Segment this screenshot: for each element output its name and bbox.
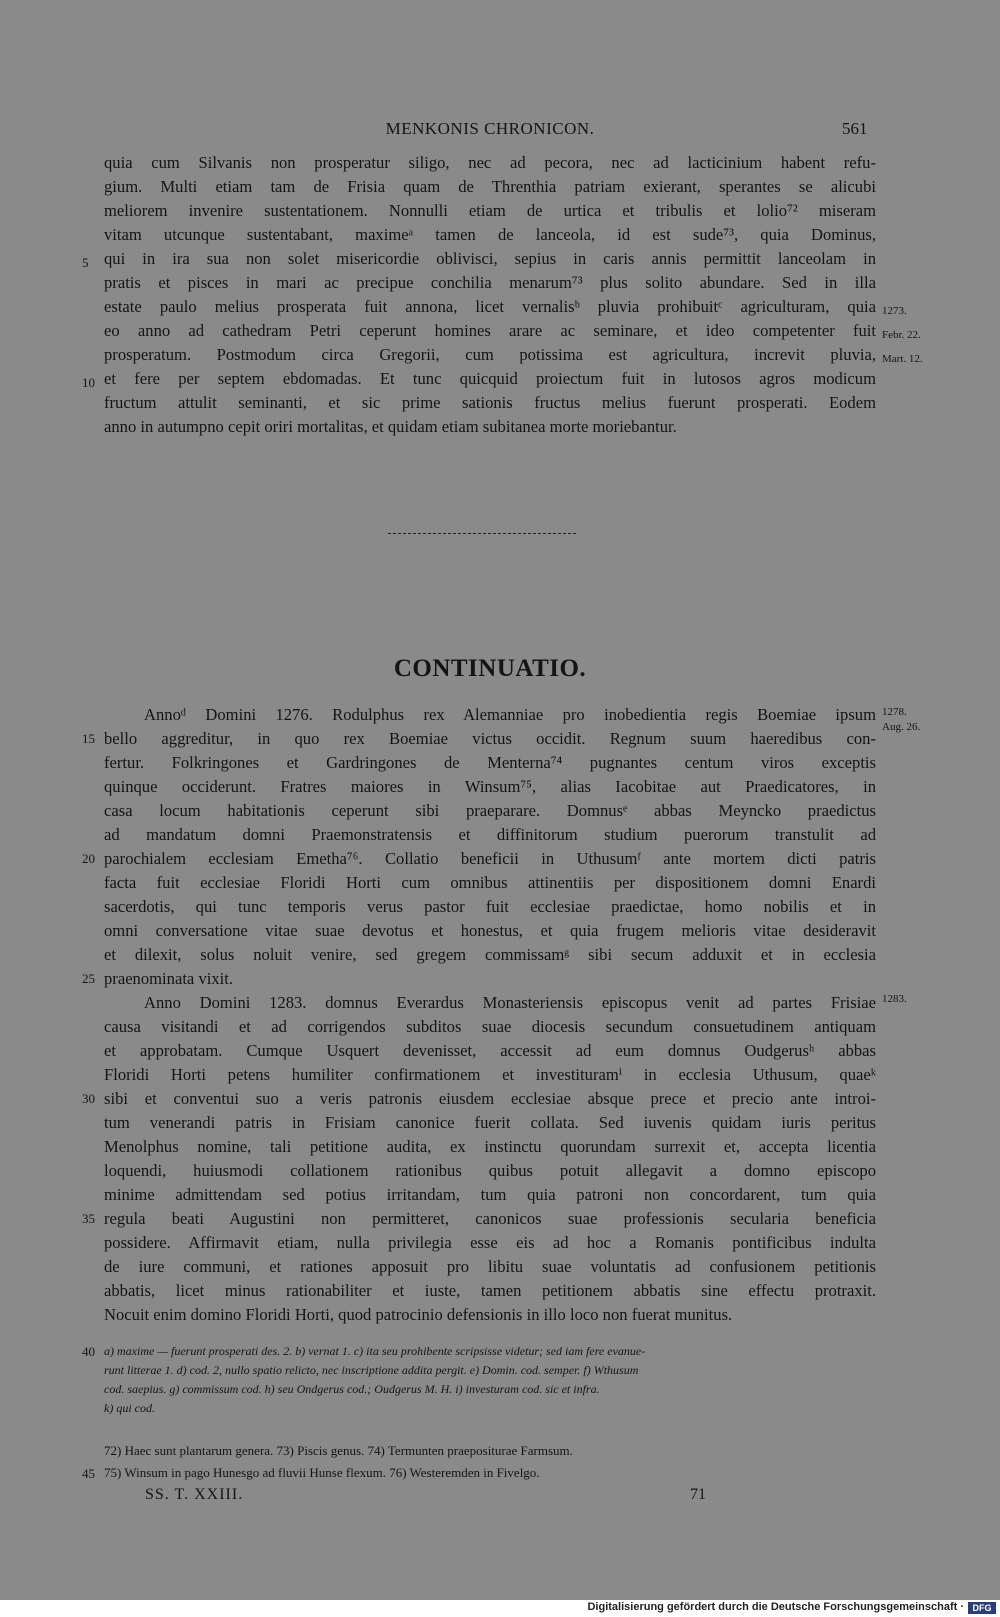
note-line: 72) Haec sunt plantarum genera. 73) Piscis genus. 74) Termunten praepositurae Farmsum. [104,1443,573,1458]
margin-date: Febr. 22. [882,329,921,341]
text-line: ad mandatum domni Praemonstratensis et diffinitorum studium puerorum transtulit ad [104,825,876,844]
text-line: abbatis, licet minus rationabiliter et iuste, tamen petitionem abbatis sine effectu protraxit. [104,1281,876,1300]
section-title: CONTINUATIO. [393,655,587,682]
line-number: 30 [82,1091,95,1106]
page-number: 561 [842,119,868,138]
text-line: de iure communi, et rationes apposuit pro libitu suae voluntatis ad confusionem petitionis [104,1257,876,1276]
text-line: gium. Multi etiam tam de Frisia quam de Threnthia patriam exierant, sperantes se alicubi [104,177,876,196]
text-line: et fere per septem ebdomadas. Et tunc quicquid proiectum fuit in lutosos agros modicum [104,369,876,388]
text-line: quinque occiderunt. Fratres maiores in Winsum⁷⁵, alias Iacobitae aut Praedicatores, in [104,777,876,796]
line-number: 25 [82,971,95,986]
text-line: Menolphus nomine, tali petitione audita, ex instinctu quorundam surrexit et, accepta licentia [104,1137,876,1156]
margin-date: Mart. 12. [882,353,923,365]
dfg-logo: DFG [968,1602,996,1614]
text-line: meliorem invenire sustentationem. Nonnulli etiam de urtica et tribulis et lolio⁷² miseram [104,201,876,220]
chronicle-text-top [104,151,876,439]
text-line: minime admittendam sed potius irritandam, tum quia patroni non concordarent, tum quia [104,1185,876,1204]
text-line: prosperatum. Postmodum circa Gregorii, cum potissima est agricultura, increvit pluvia, [104,345,876,364]
text-line: Floridi Horti petens humiliter confirmationem et investituramⁱ in ecclesia Uthusum, quaeᵏ [104,1065,876,1084]
margin-date: 1278. [882,706,907,718]
text-line: fructum attulit seminanti, et sic prime sationis fructus melius fuerunt prosperati. Eodem [104,393,876,412]
text-line: qui in ira sua non solet misericordie oblivisci, sepius in caris annis permittit lanceolam in [104,249,876,268]
footnote-line: k) qui cod. [104,1401,155,1415]
text-line: regula beati Augustini non permitteret, canonicos suae professionis secularia beneficia [104,1209,876,1228]
line-number: 10 [82,375,95,390]
text-line: pratis et pisces in mari ac precipue conchilia menarum⁷³ plus solito abundare. Sed in illa [104,273,876,292]
text-line: anno in autumpno cepit oriri mortalitas, et quidam etiam subitanea morte moriebantur. [104,417,677,436]
text-line: eo anno ad cathedram Petri ceperunt homines arare ac seminare, et ideo competenter fuit [104,321,876,340]
text-line: bello aggreditur, in quo rex Boemiae victus occidit. Regnum suum haeredibus con- [104,729,876,748]
section-divider [388,533,576,534]
margin-date: Aug. 26. [882,721,921,733]
line-number: 40 [82,1344,95,1359]
text-line: praenominata vixit. [104,969,234,988]
footnote-line: a) maxime — fuerunt prosperati des. 2. b) vernat 1. c) ita seu prohibente scripsisse videtur; sed iam fere evanue- [104,1344,646,1358]
note-line: 75) Winsum in pago Hunesgo ad fluvii Hunse flexum. 76) Westeremden in Fivelgo. [104,1465,540,1480]
text-line: Anno Domini 1283. domnus Everardus Monasteriensis episcopus venit ad partes Frisiae [144,993,876,1012]
line-number: 35 [82,1211,95,1226]
text-line: et dilexit, solus noluit venire, sed gregem commissamᵍ sibi secum adduxit et in ecclesia [104,945,876,964]
text-line: omni conversatione vitae suae devotus et honestus, et quia frugem melioris vitae desideravit [104,921,876,940]
line-number: 5 [82,255,89,270]
explanatory-notes [104,1440,876,1484]
text-line: sacerdotis, qui tunc temporis verus pastor fuit ecclesiae praedictae, homo nobilis et in [104,897,876,916]
running-title: MENKONIS CHRONICON. [385,119,595,138]
line-number: 15 [82,731,95,746]
line-number: 45 [82,1466,95,1481]
text-line: fertur. Folkringones et Gardringones de Menterna⁷⁴ pugnantes centum viros exceptis [104,753,876,772]
text-line: quia cum Silvanis non prosperatur siligo, nec ad pecora, nec ad lacticinium habent refu- [104,153,876,172]
line-number: 20 [82,851,95,866]
sheet-signature: 71 [690,1486,706,1503]
footnote-line: cod. saepius. g) commissum cod. h) seu Ondgerus cod.; Oudgerus M. H. i) investuram cod. sic et infra. [104,1382,600,1396]
text-line: vitam utcunque sustentabant, maximeᵃ tamen de lanceola, id est sude⁷³, quia Dominus, [104,225,876,244]
margin-date: 1273. [882,305,907,317]
series-signature: SS. T. XXIII. [145,1486,244,1503]
text-line: causa visitandi et ad corrigendos subditos suae diocesis secundum consuetudinem antiquam [104,1017,876,1036]
text-line: Nocuit enim domino Floridi Horti, quod patrocinio defensionis in illo loco non fuerat munitus. [104,1305,733,1324]
footer-bar [0,1600,1000,1617]
digitization-credit: Digitalisierung gefördert durch die Deutsche Forschungsgemeinschaft · [587,1601,964,1613]
critical-apparatus [104,1342,876,1418]
margin-date: 1283. [882,993,907,1005]
text-line: estate paulo melius prosperata fuit annona, licet vernalisᵇ pluvia prohibuitᶜ agriculturam, quia [104,297,876,316]
text-line: et approbatam. Cumque Usquert devenisset, accessit ad eum domnus Oudgerusʰ abbas [104,1041,876,1060]
running-head [0,119,1000,143]
text-line: parochialem ecclesiam Emetha⁷⁶. Collatio beneficii in Uthusumᶠ ante mortem dicti patris [104,849,876,868]
text-line: tum venerandi patris in Frisiam canonice fuerit collata. Sed iuvenis quidam iuris peritus [104,1113,876,1132]
text-line: possidere. Affirmavit etiam, nulla privilegia esse eis ad hoc a Romanis pontificibus indulta [104,1233,876,1252]
text-line: Annoᵈ Domini 1276. Rodulphus rex Alemanniae pro inobedientia regis Boemiae ipsum [144,705,876,724]
text-line: loquendi, huiusmodi collationem rationibus quibus potuit allegavit a domno episcopo [104,1161,876,1180]
continuatio-text [104,703,876,1327]
text-line: sibi et conventui suo a veris patronis eiusdem ecclesiae absque prece et precio ante introi- [104,1089,876,1108]
footnote-line: runt litterae 1. d) cod. 2, nullo spatio relicto, nec inscriptione addita pergit. e) Domin. cod. semper. f) Wthusum [104,1363,639,1377]
text-line: facta fuit ecclesiae Floridi Horti cum omnibus attinentiis per dispositionem domni Enardi [104,873,876,892]
text-line: casa locum habitationis ceperunt sibi praeparare. Domnusᵉ abbas Meyncko praedictus [104,801,876,820]
